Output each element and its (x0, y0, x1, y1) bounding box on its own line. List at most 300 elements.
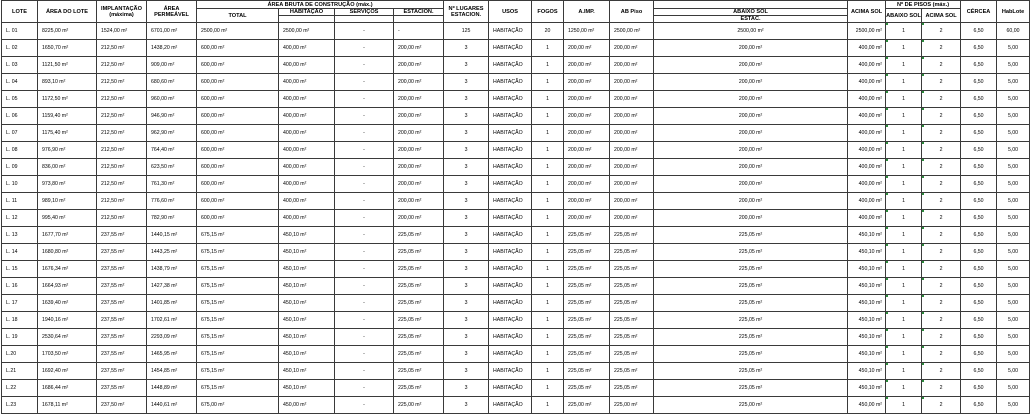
cell-estacion: 225,05 m² (394, 312, 444, 329)
cell-cercea: 6,50 (961, 244, 997, 261)
cell-lugares: 3 (444, 91, 489, 108)
cell-pisos-acima: 2 (922, 125, 961, 142)
cell-area-lote: 836,00 m² (38, 159, 97, 176)
cell-estacion: 225,05 m² (394, 261, 444, 278)
cell-hablote: 5,00 (997, 210, 1030, 227)
cell-total: 675,15 m² (197, 295, 279, 312)
cell-permeavel: 962,90 m² (147, 125, 197, 142)
cell-servicos: - (335, 363, 394, 380)
cell-acima-sol: 450,10 m² (848, 295, 886, 312)
cell-pisos-abaixo: 1 (886, 278, 922, 295)
header-area-lote: ÁREA DO LOTE (38, 1, 97, 23)
cell-total: 675,15 m² (197, 244, 279, 261)
header-sub-blank-3 (394, 16, 444, 23)
table-row (2, 125, 1030, 142)
cell-total: 600,00 m² (197, 74, 279, 91)
cell-cercea: 6,50 (961, 363, 997, 380)
cell-area-lote: 1678,11 m² (38, 397, 97, 414)
header-ab-piso: AB Piso (610, 1, 654, 23)
cell-permeavel: 1702,61 m² (147, 312, 197, 329)
cell-lugares: 3 (444, 397, 489, 414)
cell-habitacao: 400,00 m² (279, 142, 335, 159)
cell-implantacao: 212,50 m² (97, 125, 147, 142)
cell-ab-piso: 225,00 m² (610, 397, 654, 414)
cell-total: 2500,00 m² (197, 23, 279, 40)
cell-hablote: 5,00 (997, 261, 1030, 278)
cell-pisos-abaixo: 1 (886, 346, 922, 363)
cell-implantacao: 237,55 m² (97, 329, 147, 346)
cell-implantacao: 212,50 m² (97, 108, 147, 125)
cell-aimp: 200,00 m² (564, 125, 610, 142)
cell-habitacao: 450,10 m² (279, 346, 335, 363)
cell-estacion: 200,00 m² (394, 57, 444, 74)
cell-lote: L. 14 (2, 244, 38, 261)
cell-hablote: 5,00 (997, 363, 1030, 380)
cell-aimp: 200,00 m² (564, 210, 610, 227)
cell-permeavel: 1401,85 m² (147, 295, 197, 312)
cell-acima-sol: 450,10 m² (848, 227, 886, 244)
cell-total: 600,00 m² (197, 108, 279, 125)
cell-pisos-abaixo: 1 (886, 210, 922, 227)
cell-pisos-acima: 2 (922, 108, 961, 125)
cell-acima-sol: 400,00 m² (848, 125, 886, 142)
cell-area-lote: 976,90 m² (38, 142, 97, 159)
cell-cercea: 6,50 (961, 23, 997, 40)
cell-pisos-abaixo: 1 (886, 23, 922, 40)
cell-area-lote: 1175,40 m² (38, 125, 97, 142)
cell-servicos: - (335, 295, 394, 312)
cell-pisos-abaixo: 1 (886, 397, 922, 414)
cell-implantacao: 212,50 m² (97, 74, 147, 91)
cell-pisos-abaixo: 1 (886, 125, 922, 142)
table-body (2, 23, 1030, 414)
cell-pisos-abaixo: 1 (886, 329, 922, 346)
cell-usos: HABITAÇÃO (489, 74, 532, 91)
cell-acima-sol: 450,10 m² (848, 329, 886, 346)
cell-lugares: 3 (444, 159, 489, 176)
cell-area-lote: 973,80 m² (38, 176, 97, 193)
cell-pisos-abaixo: 1 (886, 159, 922, 176)
cell-ab-piso: 225,05 m² (610, 244, 654, 261)
cell-fogos: 1 (532, 295, 564, 312)
cell-hablote: 5,00 (997, 312, 1030, 329)
header-acima-sol: ACIMA SOL (848, 1, 886, 23)
table-row (2, 193, 1030, 210)
cell-fogos: 1 (532, 312, 564, 329)
table-row (2, 329, 1030, 346)
cell-permeavel: 1427,38 m² (147, 278, 197, 295)
cell-acima-sol: 450,10 m² (848, 312, 886, 329)
cell-cercea: 6,50 (961, 380, 997, 397)
cell-ab-piso: 200,00 m² (610, 74, 654, 91)
cell-ab-piso: 225,05 m² (610, 329, 654, 346)
cell-fogos: 1 (532, 346, 564, 363)
cell-habitacao: 450,10 m² (279, 278, 335, 295)
cell-lugares: 3 (444, 142, 489, 159)
cell-servicos: - (335, 380, 394, 397)
cell-usos: HABITAÇÃO (489, 57, 532, 74)
cell-pisos-acima: 2 (922, 57, 961, 74)
cell-cercea: 6,50 (961, 91, 997, 108)
cell-servicos: - (335, 125, 394, 142)
cell-cercea: 6,50 (961, 176, 997, 193)
cell-habitacao: 400,00 m² (279, 40, 335, 57)
cell-pisos-acima: 2 (922, 176, 961, 193)
cell-permeavel: 960,00 m² (147, 91, 197, 108)
cell-abaixo-estac: 2500,00 m² (654, 23, 848, 40)
cell-usos: HABITAÇÃO (489, 278, 532, 295)
cell-lugares: 3 (444, 261, 489, 278)
cell-lote: L.20 (2, 346, 38, 363)
cell-lote: L.23 (2, 397, 38, 414)
cell-estacion: 225,05 m² (394, 295, 444, 312)
cell-hablote: 5,00 (997, 295, 1030, 312)
cell-hablote: 5,00 (997, 57, 1030, 74)
cell-servicos: - (335, 40, 394, 57)
cell-estacion: 200,00 m² (394, 193, 444, 210)
cell-acima-sol: 450,00 m² (848, 397, 886, 414)
cell-area-lote: 1650,70 m² (38, 40, 97, 57)
cell-acima-sol: 400,00 m² (848, 210, 886, 227)
header-implantacao: IMPLANTAÇÃO (máxima) (97, 1, 147, 23)
cell-abaixo-estac: 200,00 m² (654, 210, 848, 227)
cell-usos: HABITAÇÃO (489, 125, 532, 142)
cell-servicos: - (335, 57, 394, 74)
cell-servicos: - (335, 244, 394, 261)
cell-cercea: 6,50 (961, 159, 997, 176)
cell-implantacao: 237,55 m² (97, 278, 147, 295)
cell-lugares: 3 (444, 295, 489, 312)
cell-ab-piso: 200,00 m² (610, 142, 654, 159)
cell-pisos-acima: 2 (922, 380, 961, 397)
cell-lugares: 3 (444, 244, 489, 261)
cell-ab-piso: 200,00 m² (610, 210, 654, 227)
cell-acima-sol: 400,00 m² (848, 159, 886, 176)
cell-implantacao: 237,50 m² (97, 397, 147, 414)
cell-pisos-abaixo: 1 (886, 193, 922, 210)
cell-area-lote: 893,10 m² (38, 74, 97, 91)
cell-permeavel: 1443,25 m² (147, 244, 197, 261)
cell-habitacao: 400,00 m² (279, 176, 335, 193)
header-hablote: HabLote (997, 1, 1030, 23)
cell-cercea: 6,50 (961, 57, 997, 74)
table-row (2, 159, 1030, 176)
cell-servicos: - (335, 329, 394, 346)
cell-acima-sol: 450,10 m² (848, 363, 886, 380)
cell-servicos: - (335, 74, 394, 91)
cell-pisos-abaixo: 1 (886, 108, 922, 125)
cell-fogos: 1 (532, 210, 564, 227)
cell-area-lote: 1692,40 m² (38, 363, 97, 380)
cell-estacion: 200,00 m² (394, 108, 444, 125)
cell-lugares: 3 (444, 125, 489, 142)
cell-aimp: 200,00 m² (564, 108, 610, 125)
cell-lote: L. 08 (2, 142, 38, 159)
cell-lote: L.22 (2, 380, 38, 397)
cell-hablote: 5,00 (997, 142, 1030, 159)
cell-abaixo-estac: 225,05 m² (654, 261, 848, 278)
header-abaixo-sol: ABAIXO SOL (654, 9, 848, 16)
cell-fogos: 1 (532, 108, 564, 125)
cell-abaixo-estac: 225,05 m² (654, 346, 848, 363)
cell-ab-piso: 200,00 m² (610, 40, 654, 57)
cell-habitacao: 450,10 m² (279, 295, 335, 312)
cell-estacion: 225,05 m² (394, 380, 444, 397)
cell-total: 675,15 m² (197, 261, 279, 278)
cell-servicos: - (335, 91, 394, 108)
header-abc-group: ÁREA BRUTA DE CONSTRUÇÃO (máx.) (197, 1, 444, 9)
cell-habitacao: 450,00 m² (279, 397, 335, 414)
cell-habitacao: 400,00 m² (279, 74, 335, 91)
cell-total: 675,15 m² (197, 380, 279, 397)
cell-permeavel: 623,50 m² (147, 159, 197, 176)
cell-lote: L. 11 (2, 193, 38, 210)
cell-lugares: 3 (444, 210, 489, 227)
cell-usos: HABITAÇÃO (489, 176, 532, 193)
cell-hablote: 5,00 (997, 74, 1030, 91)
cell-pisos-abaixo: 1 (886, 261, 922, 278)
header-estac: ESTAC. (654, 16, 848, 23)
cell-aimp: 225,05 m² (564, 312, 610, 329)
cell-total: 675,15 m² (197, 346, 279, 363)
cell-ab-piso: 225,05 m² (610, 380, 654, 397)
cell-usos: HABITAÇÃO (489, 23, 532, 40)
cell-abaixo-estac: 225,05 m² (654, 227, 848, 244)
cell-estacion: 200,00 m² (394, 210, 444, 227)
cell-cercea: 6,50 (961, 346, 997, 363)
header-lote: LOTE (2, 1, 38, 23)
cell-fogos: 1 (532, 363, 564, 380)
cell-pisos-acima: 2 (922, 278, 961, 295)
table-row (2, 227, 1030, 244)
lotes-table (1, 0, 1030, 414)
cell-area-lote: 1703,50 m² (38, 346, 97, 363)
cell-permeavel: 1440,61 m² (147, 397, 197, 414)
cell-total: 600,00 m² (197, 142, 279, 159)
cell-area-lote: 1664,93 m² (38, 278, 97, 295)
cell-implantacao: 212,50 m² (97, 210, 147, 227)
cell-estacion: 225,05 m² (394, 244, 444, 261)
cell-lote: L. 03 (2, 57, 38, 74)
cell-implantacao: 237,55 m² (97, 380, 147, 397)
cell-implantacao: 1524,00 m² (97, 23, 147, 40)
table-row (2, 57, 1030, 74)
table-row (2, 295, 1030, 312)
cell-pisos-abaixo: 1 (886, 244, 922, 261)
cell-area-lote: 1676,34 m² (38, 261, 97, 278)
cell-permeavel: 782,90 m² (147, 210, 197, 227)
cell-usos: HABITAÇÃO (489, 397, 532, 414)
header-servicos: SERVIÇOS (335, 9, 394, 16)
cell-fogos: 1 (532, 74, 564, 91)
cell-pisos-abaixo: 1 (886, 142, 922, 159)
cell-abaixo-estac: 200,00 m² (654, 91, 848, 108)
cell-estacion: 200,00 m² (394, 142, 444, 159)
cell-ab-piso: 225,05 m² (610, 363, 654, 380)
table-row (2, 346, 1030, 363)
cell-pisos-abaixo: 1 (886, 40, 922, 57)
cell-lugares: 3 (444, 227, 489, 244)
cell-permeavel: 2293,09 m² (147, 329, 197, 346)
cell-abaixo-estac: 225,05 m² (654, 380, 848, 397)
cell-permeavel: 761,30 m² (147, 176, 197, 193)
cell-aimp: 200,00 m² (564, 74, 610, 91)
cell-pisos-acima: 2 (922, 363, 961, 380)
cell-pisos-acima: 2 (922, 159, 961, 176)
cell-lugares: 3 (444, 40, 489, 57)
cell-lugares: 3 (444, 176, 489, 193)
cell-pisos-acima: 2 (922, 142, 961, 159)
cell-acima-sol: 400,00 m² (848, 91, 886, 108)
cell-cercea: 6,50 (961, 261, 997, 278)
cell-area-lote: 1159,40 m² (38, 108, 97, 125)
cell-permeavel: 776,60 m² (147, 193, 197, 210)
cell-servicos: - (335, 176, 394, 193)
cell-usos: HABITAÇÃO (489, 210, 532, 227)
cell-acima-sol: 400,00 m² (848, 193, 886, 210)
cell-pisos-acima: 2 (922, 346, 961, 363)
cell-habitacao: 450,10 m² (279, 329, 335, 346)
cell-abaixo-estac: 200,00 m² (654, 125, 848, 142)
cell-fogos: 1 (532, 91, 564, 108)
cell-lugares: 3 (444, 380, 489, 397)
table-row (2, 108, 1030, 125)
cell-ab-piso: 225,05 m² (610, 312, 654, 329)
header-cercea: CÉRCEA (961, 1, 997, 23)
cell-pisos-acima: 2 (922, 244, 961, 261)
cell-abaixo-estac: 225,05 m² (654, 278, 848, 295)
table-row (2, 210, 1030, 227)
cell-pisos-abaixo: 1 (886, 312, 922, 329)
cell-estacion: 200,00 m² (394, 125, 444, 142)
cell-lugares: 3 (444, 108, 489, 125)
table-row (2, 380, 1030, 397)
cell-lote: L. 19 (2, 329, 38, 346)
cell-cercea: 6,50 (961, 210, 997, 227)
cell-implantacao: 237,55 m² (97, 363, 147, 380)
cell-area-lote: 995,40 m² (38, 210, 97, 227)
cell-permeavel: 680,60 m² (147, 74, 197, 91)
cell-acima-sol: 400,00 m² (848, 176, 886, 193)
cell-usos: HABITAÇÃO (489, 227, 532, 244)
cell-pisos-abaixo: 1 (886, 295, 922, 312)
cell-pisos-abaixo: 1 (886, 176, 922, 193)
cell-lugares: 3 (444, 346, 489, 363)
cell-cercea: 6,50 (961, 40, 997, 57)
cell-hablote: 5,00 (997, 278, 1030, 295)
cell-habitacao: 450,10 m² (279, 363, 335, 380)
cell-total: 675,15 m² (197, 363, 279, 380)
cell-permeavel: 764,40 m² (147, 142, 197, 159)
cell-lote: L. 15 (2, 261, 38, 278)
cell-aimp: 225,05 m² (564, 363, 610, 380)
cell-cercea: 6,50 (961, 142, 997, 159)
cell-abaixo-estac: 225,05 m² (654, 363, 848, 380)
cell-estacion: 225,05 m² (394, 278, 444, 295)
cell-hablote: 5,00 (997, 346, 1030, 363)
cell-hablote: 5,00 (997, 329, 1030, 346)
cell-permeavel: 1438,20 m² (147, 40, 197, 57)
cell-area-lote: 989,10 m² (38, 193, 97, 210)
cell-pisos-abaixo: 1 (886, 363, 922, 380)
cell-total: 675,15 m² (197, 227, 279, 244)
cell-lote: L. 10 (2, 176, 38, 193)
cell-estacion: 225,00 m² (394, 397, 444, 414)
cell-permeavel: 909,00 m² (147, 57, 197, 74)
cell-servicos: - (335, 210, 394, 227)
cell-aimp: 200,00 m² (564, 57, 610, 74)
cell-usos: HABITAÇÃO (489, 193, 532, 210)
cell-pisos-acima: 2 (922, 74, 961, 91)
cell-fogos: 1 (532, 57, 564, 74)
cell-acima-sol: 400,00 m² (848, 142, 886, 159)
cell-lote: L. 09 (2, 159, 38, 176)
cell-habitacao: 450,10 m² (279, 244, 335, 261)
cell-servicos: - (335, 108, 394, 125)
cell-total: 600,00 m² (197, 176, 279, 193)
cell-aimp: 200,00 m² (564, 176, 610, 193)
cell-pisos-acima: 2 (922, 312, 961, 329)
cell-aimp: 225,05 m² (564, 244, 610, 261)
table-row (2, 91, 1030, 108)
cell-implantacao: 237,55 m² (97, 244, 147, 261)
cell-hablote: 5,00 (997, 159, 1030, 176)
cell-abaixo-estac: 200,00 m² (654, 159, 848, 176)
cell-hablote: 5,00 (997, 227, 1030, 244)
cell-estacion: 200,00 m² (394, 91, 444, 108)
cell-aimp: 200,00 m² (564, 193, 610, 210)
cell-implantacao: 212,50 m² (97, 159, 147, 176)
cell-pisos-abaixo: 1 (886, 380, 922, 397)
cell-aimp: 1250,00 m² (564, 23, 610, 40)
cell-habitacao: 400,00 m² (279, 210, 335, 227)
cell-implantacao: 212,50 m² (97, 40, 147, 57)
cell-implantacao: 237,55 m² (97, 227, 147, 244)
cell-implantacao: 212,50 m² (97, 142, 147, 159)
cell-acima-sol: 450,10 m² (848, 346, 886, 363)
cell-permeavel: 1448,89 m² (147, 380, 197, 397)
table-row (2, 23, 1030, 40)
cell-ab-piso: 200,00 m² (610, 159, 654, 176)
cell-lote: L. 17 (2, 295, 38, 312)
cell-fogos: 1 (532, 193, 564, 210)
cell-habitacao: 2500,00 m² (279, 23, 335, 40)
cell-abaixo-estac: 200,00 m² (654, 142, 848, 159)
cell-abaixo-estac: 225,05 m² (654, 312, 848, 329)
cell-ab-piso: 225,05 m² (610, 295, 654, 312)
header-pisos-acima: ACIMA SOL (922, 9, 961, 23)
cell-lote: L. 06 (2, 108, 38, 125)
cell-usos: HABITAÇÃO (489, 142, 532, 159)
cell-ab-piso: 2500,00 m² (610, 23, 654, 40)
cell-abaixo-estac: 225,05 m² (654, 329, 848, 346)
cell-lugares: 3 (444, 57, 489, 74)
cell-acima-sol: 450,10 m² (848, 244, 886, 261)
cell-area-lote: 8225,00 m² (38, 23, 97, 40)
cell-aimp: 200,00 m² (564, 40, 610, 57)
cell-ab-piso: 225,05 m² (610, 278, 654, 295)
cell-aimp: 225,05 m² (564, 329, 610, 346)
cell-pisos-acima: 2 (922, 91, 961, 108)
cell-implantacao: 212,50 m² (97, 57, 147, 74)
cell-aimp: 225,05 m² (564, 261, 610, 278)
cell-abaixo-estac: 200,00 m² (654, 108, 848, 125)
cell-lote: L. 18 (2, 312, 38, 329)
header-sub-blank-2 (335, 16, 394, 23)
cell-lugares: 3 (444, 363, 489, 380)
table-row (2, 363, 1030, 380)
cell-aimp: 200,00 m² (564, 142, 610, 159)
